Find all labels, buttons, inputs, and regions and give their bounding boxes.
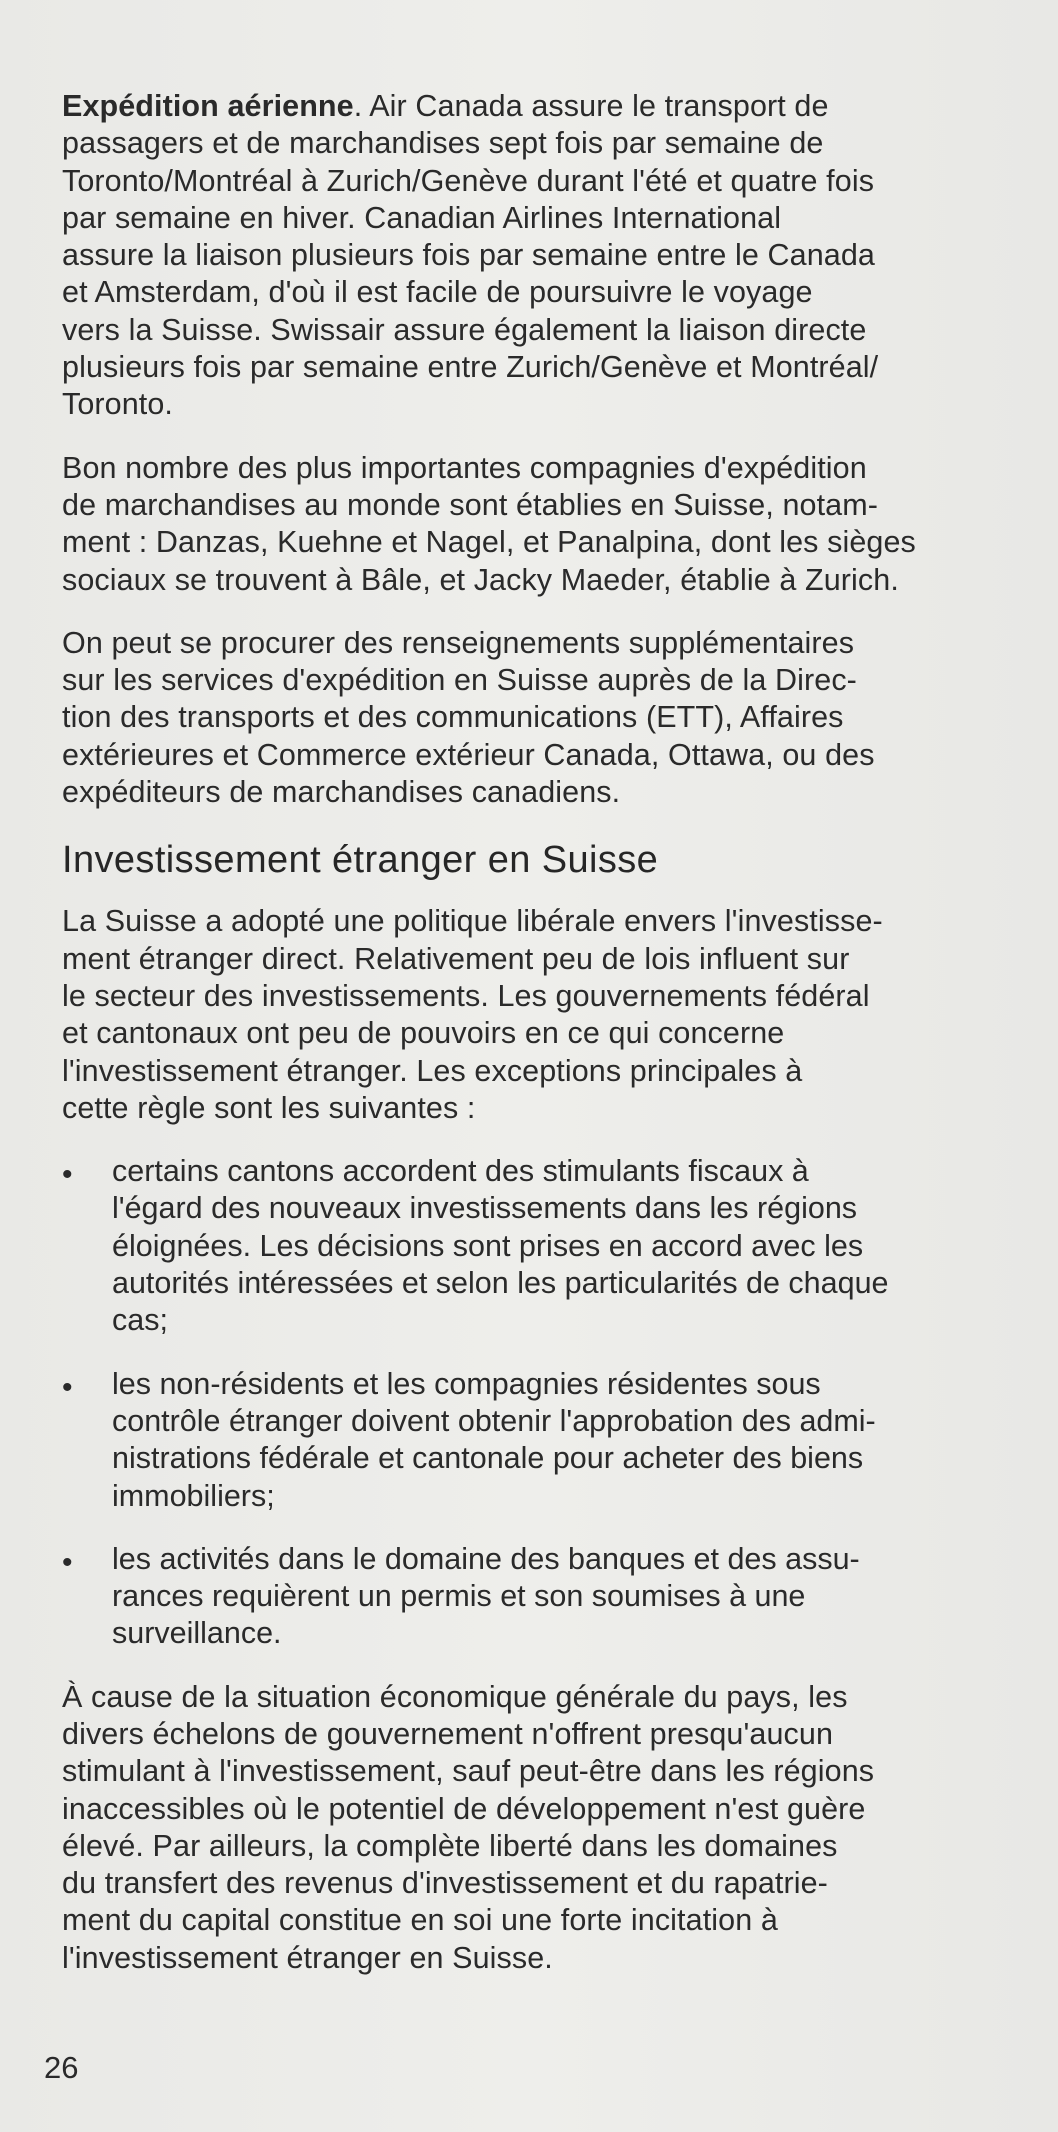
paragraph-conclusion: [62, 1679, 1007, 1977]
text-line: On peut se procurer des renseignements supplémentaires: [62, 625, 855, 660]
text-line: nistrations fédérale et cantonale pour acheter des biens: [112, 1441, 864, 1476]
text-line: le secteur des investissements. Les gouvernements fédéral: [62, 978, 870, 1013]
text-line: l'égard des nouveaux investissements dans les régions: [112, 1191, 858, 1226]
text-line: les activités dans le domaine des banques et des assu-: [112, 1541, 860, 1576]
text-line: expéditeurs de marchandises canadiens.: [62, 775, 621, 810]
text-line: par semaine en hiver. Canadian Airlines International: [62, 200, 782, 235]
text-line: Toronto.: [62, 387, 174, 422]
text-line: et cantonaux ont peu de pouvoirs en ce qui concerne: [62, 1016, 785, 1051]
text-line: La Suisse a adopté une politique libérale envers l'investisse-: [62, 904, 883, 939]
text-line: Toronto/Montréal à Zurich/Genève durant l'été et quatre fois: [62, 163, 875, 198]
paragraph-shipping-companies: [62, 450, 1007, 599]
text-line: passagers et de marchandises sept fois par semaine de: [62, 126, 824, 161]
text-segment: . Air Canada assure le transport de: [353, 89, 829, 123]
text-line: éloignées. Les décisions sont prises en accord avec les: [112, 1228, 864, 1263]
list-item: [62, 1541, 1007, 1653]
page-number: 26: [44, 2050, 79, 2085]
text-line: cette règle sont les suivantes :: [62, 1090, 476, 1125]
text-line: autorités intéressées et selon les particularités de chaque: [112, 1266, 889, 1301]
text-line: certains cantons accordent des stimulants fiscaux à: [112, 1154, 809, 1189]
text-line: inaccessibles où le potentiel de développement n'est guère: [62, 1791, 866, 1826]
text-line: rances requièrent un permis et son soumises à une: [112, 1579, 806, 1614]
text-line: divers échelons de gouvernement n'offrent presqu'aucun: [62, 1716, 834, 1751]
page-content: [62, 88, 1007, 2003]
text-line: l'investissement étranger. Les exceptions principales à: [62, 1053, 803, 1088]
paragraph-air-shipping: [62, 88, 1007, 424]
text-line: stimulant à l'investissement, sauf peut-être dans les régions: [62, 1754, 875, 1789]
text-line: immobiliers;: [112, 1478, 275, 1513]
text-line: sur les services d'expédition en Suisse auprès de la Direc-: [62, 663, 857, 698]
text-line: de marchandises au monde sont établies en Suisse, notam-: [62, 487, 879, 522]
text-line: extérieures et Commerce extérieur Canada, Ottawa, ou des: [62, 737, 875, 772]
bullet-icon: •: [62, 1545, 73, 1579]
text-line: sociaux se trouvent à Bâle, et Jacky Maeder, établie à Zurich.: [62, 562, 899, 597]
paragraph-more-info: [62, 625, 1007, 811]
paragraph-lead: Expédition aérienne: [62, 89, 354, 123]
text-line: Bon nombre des plus importantes compagnies d'expédition: [62, 450, 867, 485]
text-line: et Amsterdam, d'où il est facile de poursuivre le voyage: [62, 275, 813, 310]
text-line: ment étranger direct. Relativement peu de lois influent sur: [62, 941, 850, 976]
bullet-icon: •: [62, 1158, 73, 1192]
paragraph-investment-policy: [62, 903, 1007, 1127]
text-line: ment du capital constitue en soi une forte incitation à: [62, 1903, 778, 1938]
text-line: les non-résidents et les compagnies résidentes sous: [112, 1366, 821, 1401]
exceptions-list: [62, 1153, 1007, 1653]
list-item: [62, 1153, 1007, 1339]
text-line: plusieurs fois par semaine entre Zurich/Genève et Montréal/: [62, 350, 879, 385]
text-line: l'investissement étranger en Suisse.: [62, 1940, 553, 1975]
text-line: [62, 88, 1007, 125]
text-line: du transfert des revenus d'investissement et du rapatrie-: [62, 1866, 828, 1901]
text-line: À cause de la situation économique générale du pays, les: [62, 1679, 848, 1714]
section-heading: Investissement étranger en Suisse: [62, 839, 659, 882]
text-line: surveillance.: [112, 1616, 282, 1651]
list-item: [62, 1366, 1007, 1515]
text-line: ment : Danzas, Kuehne et Nagel, et Panalpina, dont les sièges: [62, 525, 916, 560]
text-line: contrôle étranger doivent obtenir l'approbation des admi-: [112, 1403, 876, 1438]
text-line: vers la Suisse. Swissair assure également la liaison directe: [62, 312, 867, 347]
text-line: tion des transports et des communications (ETT), Affaires: [62, 700, 844, 735]
text-line: assure la liaison plusieurs fois par semaine entre le Canada: [62, 238, 875, 273]
text-line: élevé. Par ailleurs, la complète liberté dans les domaines: [62, 1828, 838, 1863]
text-line: cas;: [112, 1303, 168, 1338]
bullet-icon: •: [62, 1370, 73, 1404]
